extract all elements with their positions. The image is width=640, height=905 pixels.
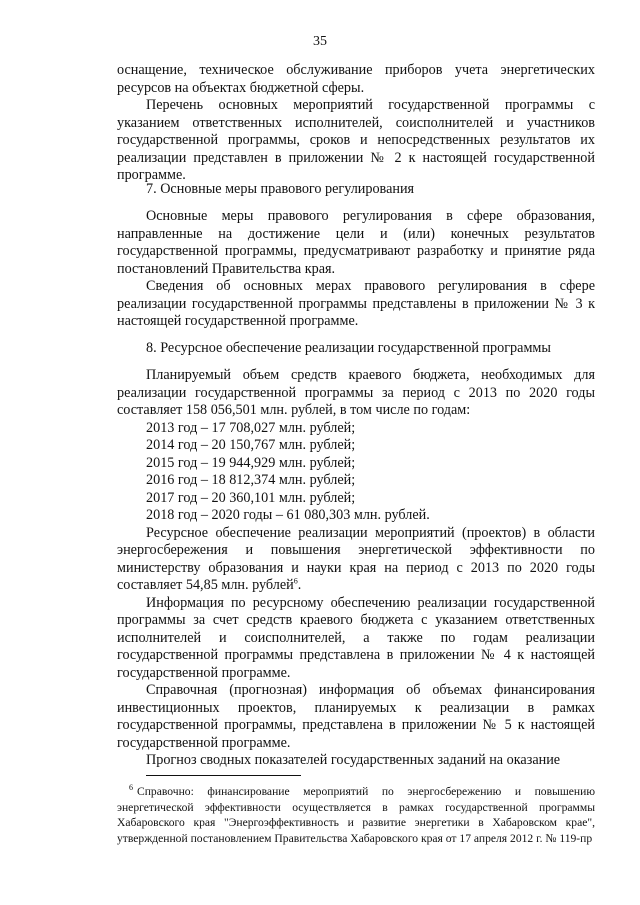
footnote-mark: 6 <box>129 783 133 793</box>
body-block-3 <box>117 367 595 770</box>
footnote-text: Справочно: финансирование мероприятий по энергосбережению и повышению энергетической эффективности осуществляется в рамках государственной программы Хабаровского края "Энергоэффективность и развитие энергетики в Хабаровском крае", утвержденной постановлением Правительства Хабаровского края от 17 апреля 2012 г. № 119-пр <box>117 785 595 845</box>
body-block-2 <box>117 208 595 331</box>
section-heading-7: 7. Основные меры правового регулирования <box>146 181 415 197</box>
paragraph-end: . <box>297 577 302 593</box>
paragraph: Справочная (прогнозная) информация об объемах финансирования инвестиционных проектов, планируемых к реализации в рамках государственной программы, представлена в приложении № 5 к настоящей государственной программе. <box>117 682 595 751</box>
section-heading-8: 8. Ресурсное обеспечение реализации государственной программы <box>146 340 551 356</box>
paragraph: Информация по ресурсному обеспечению реализации государственной программы за счет средств краевого бюджета с указанием ответственных исполнителей и соисполнителей, а также по годам реализации государственной программы представлена в приложении № 4 к настоящей государственной программе. <box>117 594 595 681</box>
budget-year-line: 2017 год – 20 360,101 млн. рублей; <box>146 489 356 506</box>
paragraph: Прогноз сводных показателей государственных заданий на оказание <box>146 752 561 768</box>
budget-year-line: 2014 год – 20 150,767 млн. рублей; <box>146 437 356 453</box>
budget-year-line: 2018 год – 2020 годы – 61 080,303 млн. рублей. <box>146 507 430 523</box>
budget-year-line: 2015 год – 19 944,929 млн. рублей; <box>146 454 356 471</box>
page-number: 35 <box>313 34 327 49</box>
paragraph-text: Ресурсное обеспечение реализации мероприятий (проектов) в области энергосбережения и повышения энергетической эффективности по министерству образования и науки края на период с 2013 по 2020 годы составляет 54,85 млн. рублей <box>117 524 595 593</box>
budget-year-line: 2016 год – 18 812,374 млн. рублей; <box>146 472 356 488</box>
footnote <box>117 784 595 846</box>
paragraph: Перечень основных мероприятий государственной программы с указанием ответственных исполнителей, соисполнителей и участников государственной программы, сроков и непосредственных результатов их реализации представлен в приложении № 2 к настоящей государственной программе. <box>117 97 595 183</box>
section-heading-7-block <box>117 181 595 199</box>
paragraph: Планируемый объем средств краевого бюджета, необходимых для реализации государственной программы за период с 2013 по 2020 годы составляет 158 056,501 млн. рублей, в том числе по годам: <box>117 367 595 418</box>
paragraph: Сведения об основных мерах правового регулирования в сфере реализации государственной программы представлены в приложении № 3 к настоящей государственной программе. <box>117 278 595 329</box>
footnote-reference[interactable]: 6 <box>293 576 298 586</box>
budget-year-line: 2013 год – 17 708,027 млн. рублей; <box>146 419 356 436</box>
paragraph: Основные меры правового регулирования в сфере образования, направленные на достижение цели и (или) конечных результатов государственной программы, предусматривают разработку и принятие ряда постановлений Правительства края. <box>117 208 595 277</box>
body-block-1 <box>117 62 595 185</box>
footnote-divider <box>146 775 301 776</box>
paragraph: оснащение, техническое обслуживание приборов учета энергетических ресурсов на объектах бюджетной сферы. <box>117 62 595 96</box>
section-heading-8-block <box>117 340 595 358</box>
paragraph-with-footnote <box>117 525 595 595</box>
